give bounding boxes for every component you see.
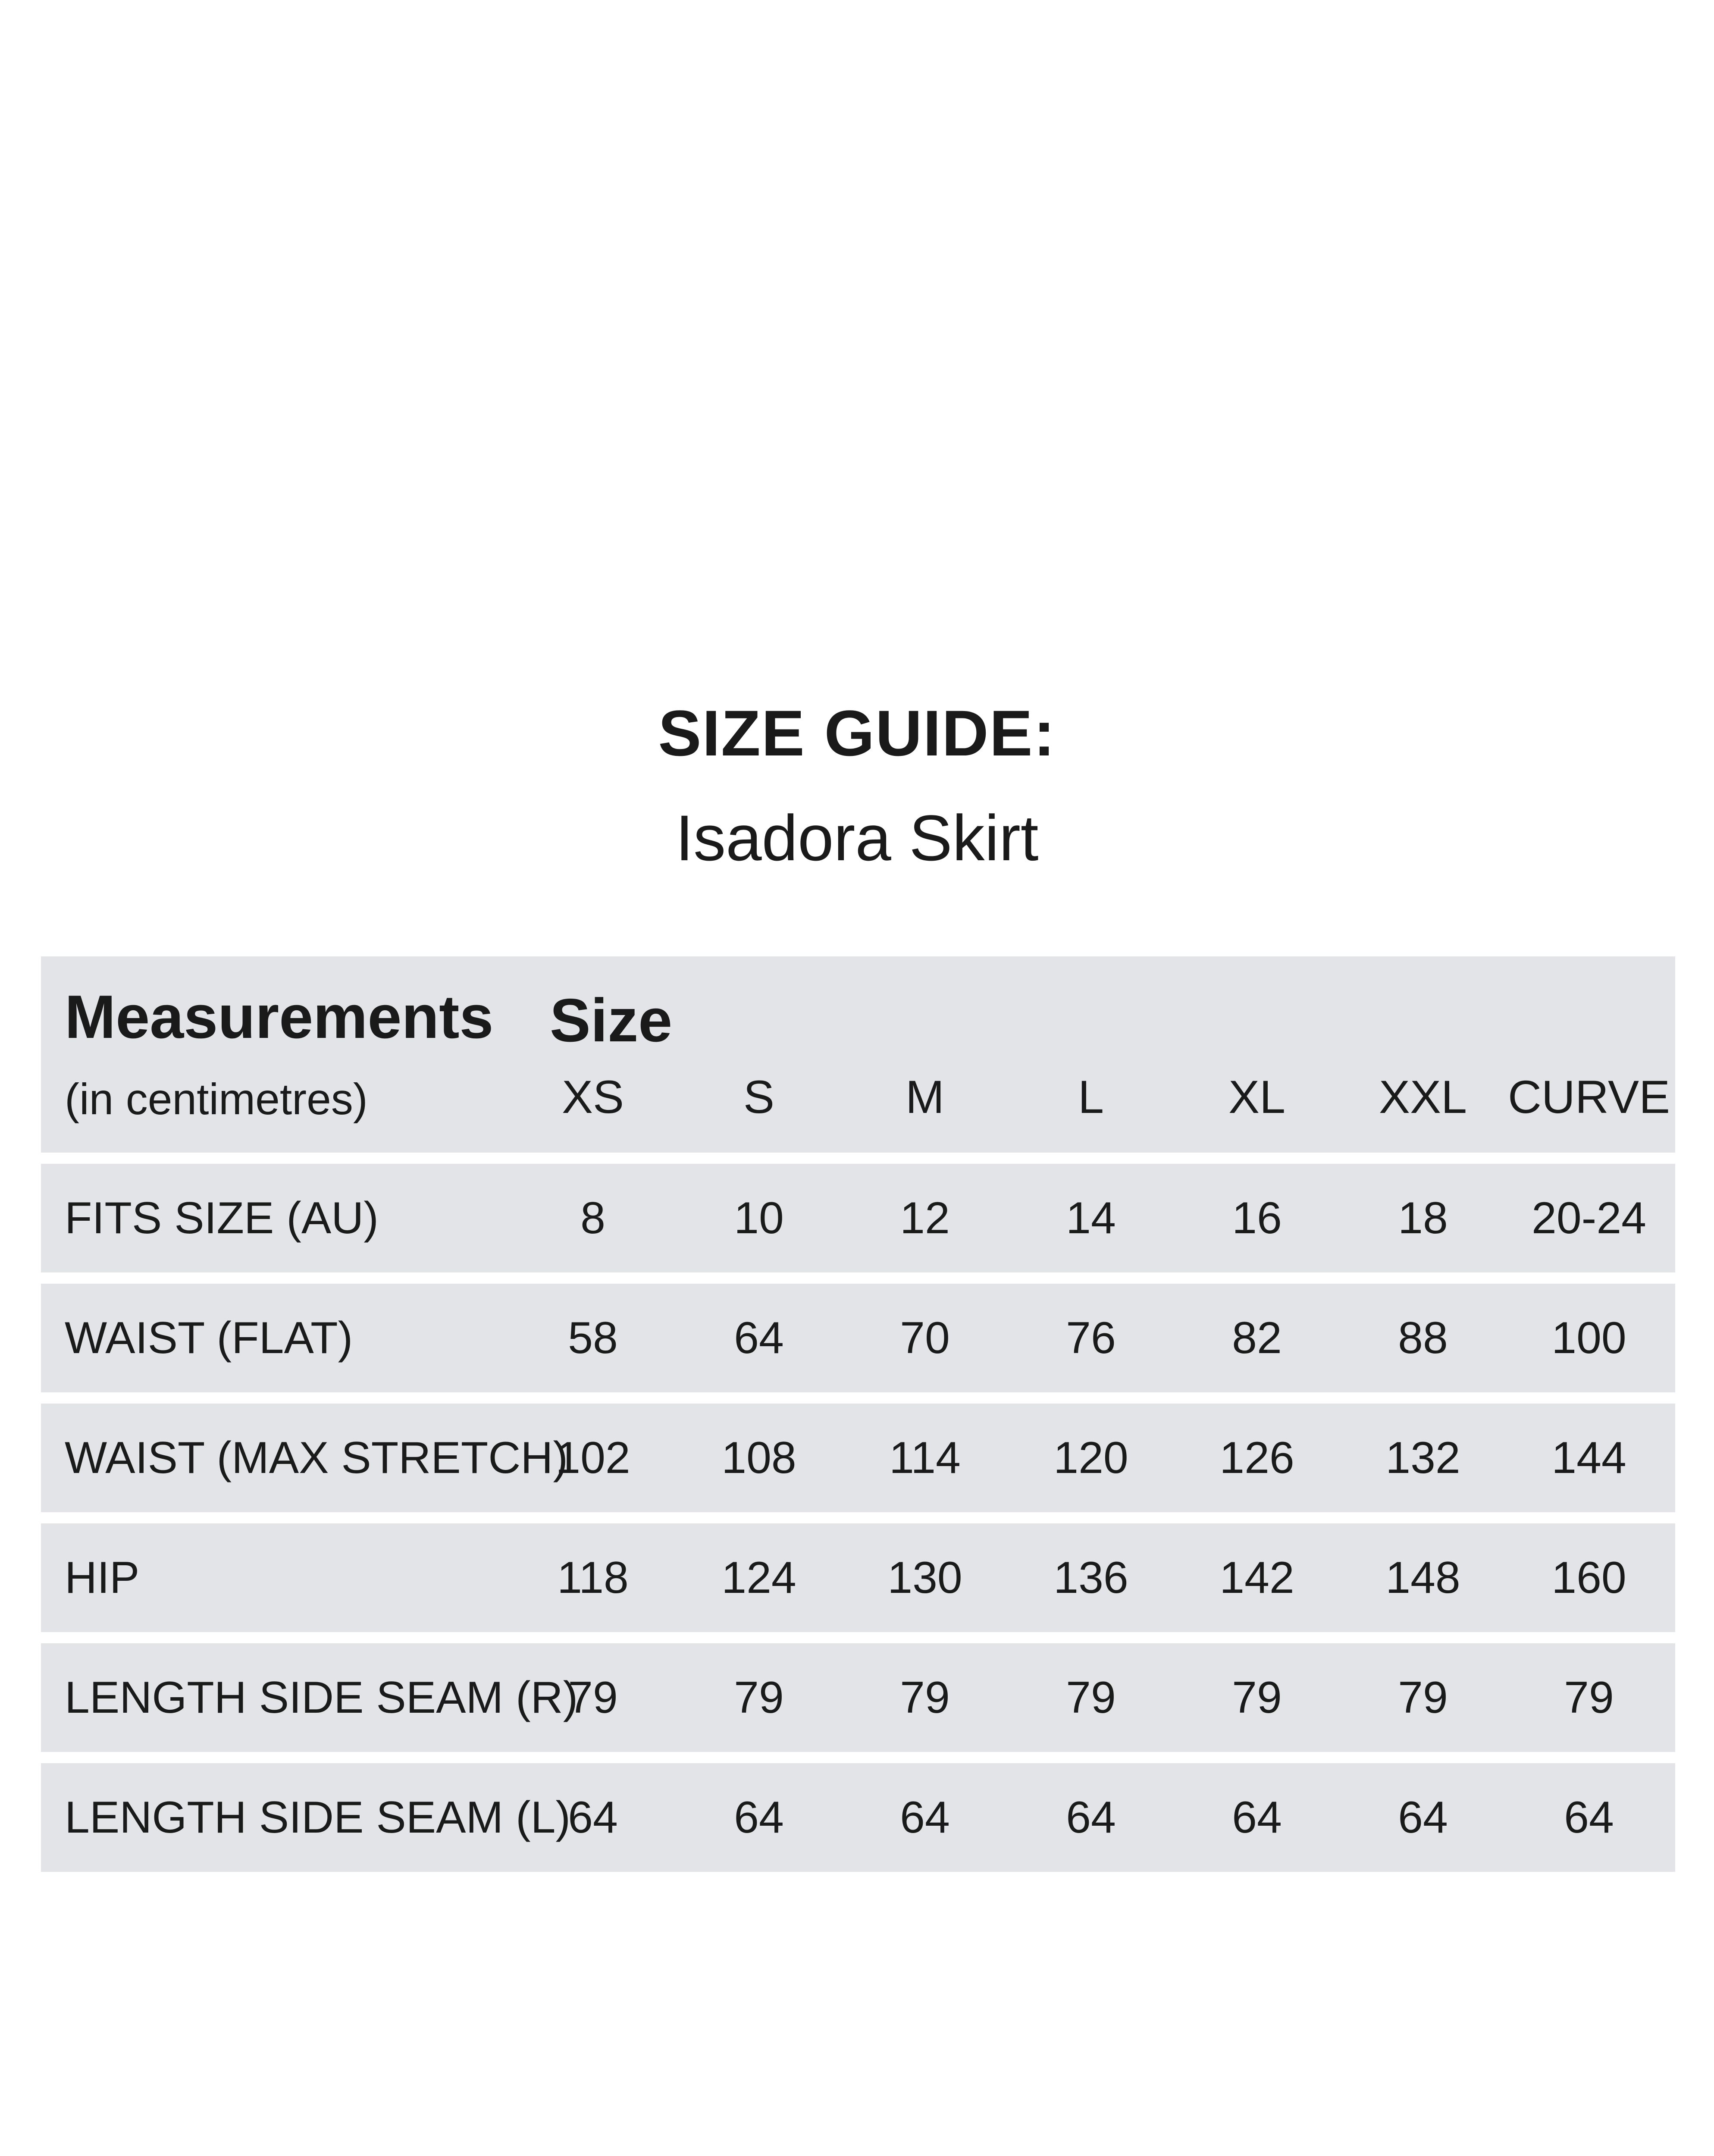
table-row-length-side-seam-r — [41, 1643, 1675, 1752]
table-cell: 20-24 — [1532, 1193, 1646, 1243]
table-cell: 132 — [1385, 1433, 1460, 1483]
table-cell: 79 — [1066, 1673, 1116, 1723]
table-row-fits-size — [41, 1164, 1675, 1272]
table-cell: 79 — [734, 1673, 784, 1723]
table-cell: 79 — [1398, 1673, 1448, 1723]
size-heading: Size — [550, 986, 673, 1055]
units-label: (in centimetres) — [65, 1075, 368, 1124]
table-cell: 126 — [1219, 1433, 1294, 1483]
table-row-length-side-seam-l — [41, 1763, 1675, 1872]
table-cell: 102 — [555, 1433, 630, 1483]
table-cell: 64 — [1564, 1792, 1614, 1843]
table-row-hip — [41, 1523, 1675, 1632]
table-cell: 64 — [734, 1313, 784, 1363]
table-cell: 64 — [1066, 1792, 1116, 1843]
size-column-header: XXL — [1379, 1071, 1467, 1123]
product-name: Isadora Skirt — [675, 802, 1039, 874]
table-row-waist-flat — [41, 1284, 1675, 1392]
table-cell: 12 — [900, 1193, 950, 1243]
measurements-heading: Measurements — [65, 983, 494, 1051]
table-cell: 124 — [721, 1553, 796, 1603]
size-column-header: XS — [561, 1071, 624, 1123]
table-cell: 64 — [1398, 1792, 1448, 1843]
table-cell: 64 — [1232, 1792, 1282, 1843]
table-cell: 100 — [1551, 1313, 1626, 1363]
table-row-waist-max-stretch — [41, 1404, 1675, 1512]
table-cell: 79 — [1564, 1673, 1614, 1723]
table-cell: 160 — [1551, 1553, 1626, 1603]
table-cell: 76 — [1066, 1313, 1116, 1363]
size-column-header: L — [1078, 1071, 1104, 1123]
table-cell: 88 — [1398, 1313, 1448, 1363]
table-cell: 120 — [1053, 1433, 1128, 1483]
size-column-header: XL — [1228, 1071, 1286, 1123]
table-cell: 118 — [557, 1553, 629, 1603]
table-cell: 82 — [1232, 1313, 1282, 1363]
table-cell: 70 — [900, 1313, 950, 1363]
size-column-header: S — [743, 1071, 775, 1123]
table-cell: 79 — [1232, 1673, 1282, 1723]
table-cell: 64 — [734, 1792, 784, 1843]
table-cell: 8 — [580, 1193, 605, 1243]
row-label: HIP — [65, 1553, 140, 1603]
size-guide-table — [41, 956, 1675, 1872]
table-cell: 130 — [887, 1553, 962, 1603]
row-label: LENGTH SIDE SEAM (L) — [65, 1792, 571, 1843]
table-cell: 14 — [1066, 1193, 1116, 1243]
table-cell: 64 — [900, 1792, 950, 1843]
table-cell: 148 — [1385, 1553, 1460, 1603]
size-column-header: CURVE — [1507, 1071, 1670, 1123]
table-cell: 16 — [1232, 1193, 1282, 1243]
table-cell: 114 — [889, 1433, 961, 1483]
table-cell: 79 — [900, 1673, 950, 1723]
table-cell: 18 — [1398, 1193, 1448, 1243]
page-title: SIZE GUIDE: — [658, 697, 1056, 769]
table-cell: 58 — [568, 1313, 618, 1363]
table-cell: 108 — [721, 1433, 796, 1483]
table-cell: 142 — [1219, 1553, 1294, 1603]
table-cell: 136 — [1053, 1553, 1128, 1603]
table-cell: 64 — [568, 1792, 618, 1843]
row-label: FITS SIZE (AU) — [65, 1193, 379, 1243]
table-cell: 10 — [734, 1193, 784, 1243]
row-label: WAIST (FLAT) — [65, 1313, 353, 1363]
table-header-row — [41, 956, 1675, 1153]
row-label: LENGTH SIDE SEAM (R) — [65, 1673, 578, 1723]
row-label: WAIST (MAX STRETCH) — [65, 1433, 568, 1483]
table-cell: 144 — [1551, 1433, 1626, 1483]
size-column-header: M — [906, 1071, 944, 1123]
table-cell: 79 — [568, 1673, 618, 1723]
